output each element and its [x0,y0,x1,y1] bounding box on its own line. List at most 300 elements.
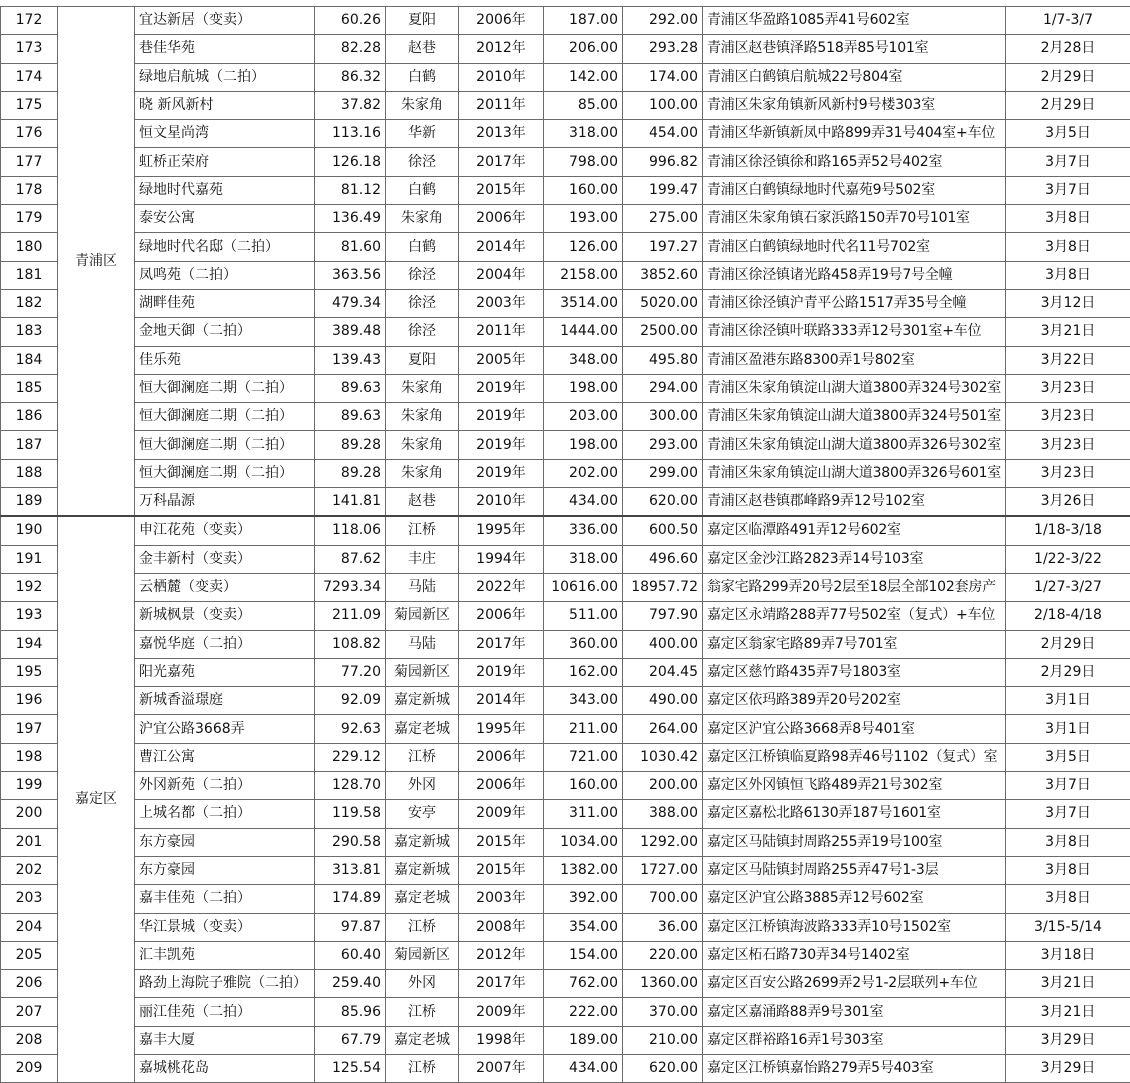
build-year-cell: 1994年 [459,545,544,573]
table-row [1,148,1130,176]
build-year-cell: 2019年 [459,431,544,459]
table-row [1,545,1130,573]
starting-price-cell: 1444.00 [544,318,623,346]
row-index-cell: 209 [1,1054,58,1082]
property-name-cell: 嘉悦华庭（二拍） [135,630,315,658]
area-cell: 118.06 [315,516,386,545]
property-name-cell: 恒大御澜庭二期（二拍） [135,431,315,459]
area-cell: 77.20 [315,658,386,686]
table-row [1,205,1130,233]
assessed-price-cell: 454.00 [623,120,703,148]
address-cell: 青浦区朱家角镇石家浜路150弄70号101室 [703,205,1006,233]
town-cell: 江桥 [386,516,459,545]
row-index-cell: 206 [1,970,58,998]
row-index-cell: 182 [1,289,58,317]
row-index-cell: 207 [1,998,58,1026]
property-name-cell: 湖畔佳苑 [135,289,315,317]
address-cell: 青浦区赵巷镇泽路518弄85号101室 [703,35,1006,63]
table-row [1,715,1130,743]
table-row [1,772,1130,800]
property-name-cell: 佳乐苑 [135,346,315,374]
area-cell: 290.58 [315,828,386,856]
address-cell: 嘉定区金沙江路2823弄14号103室 [703,545,1006,573]
address-cell: 嘉定区江桥镇海波路333弄10号1502室 [703,913,1006,941]
address-cell: 嘉定区慈竹路435弄7号1803室 [703,658,1006,686]
row-index-cell: 199 [1,772,58,800]
assessed-price-cell: 996.82 [623,148,703,176]
town-cell: 徐泾 [386,148,459,176]
town-cell: 嘉定新城 [386,856,459,884]
assessed-price-cell: 293.00 [623,431,703,459]
address-cell: 青浦区徐泾镇沪青平公路1517弄35号全幢 [703,289,1006,317]
build-year-cell: 2006年 [459,602,544,630]
starting-price-cell: 189.00 [544,1026,623,1054]
town-cell: 马陆 [386,573,459,601]
starting-price-cell: 203.00 [544,403,623,431]
district-cell: 嘉定区 [58,516,135,1082]
assessed-price-cell: 299.00 [623,459,703,487]
auction-date-cell: 3月8日 [1006,885,1130,913]
row-index-cell: 192 [1,573,58,601]
auction-date-cell: 3月12日 [1006,289,1130,317]
address-cell: 青浦区徐泾镇诸光路458弄19号7号全幢 [703,261,1006,289]
row-index-cell: 183 [1,318,58,346]
build-year-cell: 2019年 [459,403,544,431]
table-row [1,374,1130,402]
area-cell: 108.82 [315,630,386,658]
row-index-cell: 172 [1,7,58,35]
property-name-cell: 绿地时代名邸（二拍） [135,233,315,261]
assessed-price-cell: 3852.60 [623,261,703,289]
auction-date-cell: 3月26日 [1006,488,1130,517]
address-cell: 嘉定区百安公路2699弄2号1-2层联列+车位 [703,970,1006,998]
town-cell: 朱家角 [386,374,459,402]
build-year-cell: 2006年 [459,7,544,35]
row-index-cell: 208 [1,1026,58,1054]
assessed-price-cell: 2500.00 [623,318,703,346]
build-year-cell: 2014年 [459,233,544,261]
table-row [1,176,1130,204]
town-cell: 白鹤 [386,233,459,261]
starting-price-cell: 222.00 [544,998,623,1026]
property-name-cell: 曹江公寓 [135,743,315,771]
starting-price-cell: 198.00 [544,374,623,402]
table-row [1,289,1130,317]
town-cell: 江桥 [386,998,459,1026]
build-year-cell: 2017年 [459,970,544,998]
starting-price-cell: 1034.00 [544,828,623,856]
table-row [1,91,1130,119]
row-index-cell: 195 [1,658,58,686]
build-year-cell: 2019年 [459,374,544,402]
build-year-cell: 2011年 [459,318,544,346]
area-cell: 89.63 [315,403,386,431]
area-cell: 136.49 [315,205,386,233]
town-cell: 夏阳 [386,346,459,374]
property-name-cell: 上城名都（二拍） [135,800,315,828]
town-cell: 徐泾 [386,261,459,289]
row-index-cell: 188 [1,459,58,487]
property-name-cell: 嘉丰佳苑（二拍） [135,885,315,913]
table-row [1,7,1130,35]
address-cell: 青浦区赵巷镇郡峰路9弄12号102室 [703,488,1006,517]
property-name-cell: 东方豪园 [135,856,315,884]
town-cell: 嘉定老城 [386,885,459,913]
area-cell: 92.09 [315,687,386,715]
area-cell: 97.87 [315,913,386,941]
address-cell: 青浦区朱家角镇淀山湖大道3800弄326号601室 [703,459,1006,487]
assessed-price-cell: 1727.00 [623,856,703,884]
auction-date-cell: 2月28日 [1006,35,1130,63]
build-year-cell: 2022年 [459,573,544,601]
row-index-cell: 191 [1,545,58,573]
assessed-price-cell: 199.47 [623,176,703,204]
address-cell: 嘉定区沪宜公路3668弄8号401室 [703,715,1006,743]
row-index-cell: 175 [1,91,58,119]
address-cell: 嘉定区马陆镇封周路255弄19号100室 [703,828,1006,856]
starting-price-cell: 3514.00 [544,289,623,317]
town-cell: 江桥 [386,743,459,771]
table-row [1,602,1130,630]
area-cell: 89.28 [315,431,386,459]
table-row [1,233,1130,261]
property-name-cell: 恒文星尚湾 [135,120,315,148]
town-cell: 江桥 [386,1054,459,1082]
auction-date-cell: 3月8日 [1006,261,1130,289]
build-year-cell: 2009年 [459,998,544,1026]
area-cell: 119.58 [315,800,386,828]
property-name-cell: 金地天御（二拍） [135,318,315,346]
assessed-price-cell: 275.00 [623,205,703,233]
row-index-cell: 189 [1,488,58,517]
property-name-cell: 丽江佳苑（二拍） [135,998,315,1026]
auction-date-cell: 3月8日 [1006,828,1130,856]
property-name-cell: 金丰新村（变卖） [135,545,315,573]
area-cell: 89.63 [315,374,386,402]
auction-date-cell: 3月29日 [1006,1026,1130,1054]
assessed-price-cell: 220.00 [623,941,703,969]
assessed-price-cell: 200.00 [623,772,703,800]
address-cell: 青浦区华新镇新凤中路899弄31号404室+车位 [703,120,1006,148]
build-year-cell: 2015年 [459,176,544,204]
area-cell: 174.89 [315,885,386,913]
auction-date-cell: 3月23日 [1006,374,1130,402]
build-year-cell: 2015年 [459,828,544,856]
build-year-cell: 2009年 [459,800,544,828]
auction-date-cell: 3月1日 [1006,687,1130,715]
starting-price-cell: 343.00 [544,687,623,715]
town-cell: 外冈 [386,772,459,800]
build-year-cell: 2010年 [459,488,544,517]
build-year-cell: 2004年 [459,261,544,289]
table-row [1,913,1130,941]
property-name-cell: 外冈新苑（二拍） [135,772,315,800]
address-cell: 青浦区徐泾镇徐和路165弄52号402室 [703,148,1006,176]
assessed-price-cell: 5020.00 [623,289,703,317]
town-cell: 安亭 [386,800,459,828]
address-cell: 青浦区华盈路1085弄41号602室 [703,7,1006,35]
build-year-cell: 2006年 [459,772,544,800]
build-year-cell: 1995年 [459,715,544,743]
starting-price-cell: 160.00 [544,772,623,800]
town-cell: 徐泾 [386,289,459,317]
row-index-cell: 203 [1,885,58,913]
auction-date-cell: 3月7日 [1006,148,1130,176]
address-cell: 嘉定区依玛路389弄20号202室 [703,687,1006,715]
starting-price-cell: 762.00 [544,970,623,998]
row-index-cell: 181 [1,261,58,289]
district-cell: 青浦区 [58,7,135,517]
build-year-cell: 1995年 [459,516,544,545]
starting-price-cell: 211.00 [544,715,623,743]
row-index-cell: 187 [1,431,58,459]
address-cell: 嘉定区翁家宅路89弄7号701室 [703,630,1006,658]
area-cell: 81.12 [315,176,386,204]
town-cell: 嘉定老城 [386,715,459,743]
starting-price-cell: 721.00 [544,743,623,771]
assessed-price-cell: 1292.00 [623,828,703,856]
assessed-price-cell: 388.00 [623,800,703,828]
row-index-cell: 204 [1,913,58,941]
assessed-price-cell: 18957.72 [623,573,703,601]
assessed-price-cell: 36.00 [623,913,703,941]
row-index-cell: 193 [1,602,58,630]
property-name-cell: 巷佳华苑 [135,35,315,63]
starting-price-cell: 318.00 [544,120,623,148]
area-cell: 37.82 [315,91,386,119]
starting-price-cell: 85.00 [544,91,623,119]
auction-date-cell: 3月21日 [1006,970,1130,998]
property-name-cell: 阳光嘉苑 [135,658,315,686]
assessed-price-cell: 1030.42 [623,743,703,771]
property-name-cell: 汇丰凯苑 [135,941,315,969]
table-row [1,318,1130,346]
build-year-cell: 2006年 [459,205,544,233]
build-year-cell: 2003年 [459,289,544,317]
address-cell: 青浦区朱家角镇淀山湖大道3800弄326号302室 [703,431,1006,459]
table-row [1,800,1130,828]
build-year-cell: 2017年 [459,630,544,658]
area-cell: 389.48 [315,318,386,346]
auction-date-cell: 3月5日 [1006,743,1130,771]
area-cell: 81.60 [315,233,386,261]
auction-date-cell: 3月21日 [1006,318,1130,346]
area-cell: 89.28 [315,459,386,487]
table-row [1,431,1130,459]
address-cell: 翁家宅路299弄20号2层至18层全部102套房产 [703,573,1006,601]
town-cell: 夏阳 [386,7,459,35]
area-cell: 125.54 [315,1054,386,1082]
town-cell: 丰庄 [386,545,459,573]
address-cell: 青浦区白鹤镇绿地时代嘉苑9号502室 [703,176,1006,204]
assessed-price-cell: 174.00 [623,63,703,91]
assessed-price-cell: 1360.00 [623,970,703,998]
assessed-price-cell: 496.60 [623,545,703,573]
area-cell: 139.43 [315,346,386,374]
property-name-cell: 宜达新居（变卖） [135,7,315,35]
starting-price-cell: 2158.00 [544,261,623,289]
row-index-cell: 201 [1,828,58,856]
table-row [1,1026,1130,1054]
starting-price-cell: 10616.00 [544,573,623,601]
starting-price-cell: 187.00 [544,7,623,35]
auction-date-cell: 2月29日 [1006,63,1130,91]
starting-price-cell: 198.00 [544,431,623,459]
auction-date-cell: 3月7日 [1006,800,1130,828]
build-year-cell: 2013年 [459,120,544,148]
build-year-cell: 1998年 [459,1026,544,1054]
build-year-cell: 2019年 [459,459,544,487]
auction-date-cell: 3月21日 [1006,998,1130,1026]
property-name-cell: 泰安公寓 [135,205,315,233]
area-cell: 67.79 [315,1026,386,1054]
starting-price-cell: 126.00 [544,233,623,261]
row-index-cell: 194 [1,630,58,658]
area-cell: 92.63 [315,715,386,743]
town-cell: 嘉定新城 [386,828,459,856]
auction-date-cell: 3月8日 [1006,233,1130,261]
table-row [1,743,1130,771]
auction-date-cell: 2/18-4/18 [1006,602,1130,630]
address-cell: 青浦区盈港东路8300弄1号802室 [703,346,1006,374]
town-cell: 白鹤 [386,63,459,91]
town-cell: 外冈 [386,970,459,998]
row-index-cell: 176 [1,120,58,148]
table-row [1,573,1130,601]
area-cell: 113.16 [315,120,386,148]
area-cell: 313.81 [315,856,386,884]
town-cell: 嘉定老城 [386,1026,459,1054]
address-cell: 嘉定区嘉松北路6130弄187号1601室 [703,800,1006,828]
table-row [1,885,1130,913]
starting-price-cell: 311.00 [544,800,623,828]
auction-date-cell: 3月1日 [1006,715,1130,743]
auction-listing-table [0,6,1130,1083]
starting-price-cell: 202.00 [544,459,623,487]
assessed-price-cell: 293.28 [623,35,703,63]
starting-price-cell: 193.00 [544,205,623,233]
row-index-cell: 179 [1,205,58,233]
town-cell: 朱家角 [386,459,459,487]
address-cell: 嘉定区江桥镇嘉怡路279弄5号403室 [703,1054,1006,1082]
row-index-cell: 205 [1,941,58,969]
area-cell: 87.62 [315,545,386,573]
auction-date-cell: 3/15-5/14 [1006,913,1130,941]
auction-date-cell: 3月7日 [1006,176,1130,204]
property-name-cell: 恒大御澜庭二期（二拍） [135,459,315,487]
area-cell: 82.28 [315,35,386,63]
area-cell: 229.12 [315,743,386,771]
auction-date-cell: 3月18日 [1006,941,1130,969]
assessed-price-cell: 700.00 [623,885,703,913]
auction-date-cell: 3月23日 [1006,431,1130,459]
auction-date-cell: 3月5日 [1006,120,1130,148]
town-cell: 朱家角 [386,431,459,459]
assessed-price-cell: 300.00 [623,403,703,431]
address-cell: 嘉定区江桥镇临夏路98弄46号1102（复式）室 [703,743,1006,771]
table-row [1,687,1130,715]
address-cell: 青浦区白鹤镇绿地时代名11号702室 [703,233,1006,261]
table-row [1,941,1130,969]
starting-price-cell: 160.00 [544,176,623,204]
assessed-price-cell: 797.90 [623,602,703,630]
area-cell: 126.18 [315,148,386,176]
build-year-cell: 2005年 [459,346,544,374]
address-cell: 嘉定区外冈镇恒飞路489弄21号302室 [703,772,1006,800]
property-name-cell: 路劲上海院子雅院（二拍） [135,970,315,998]
property-name-cell: 沪宜公路3668弄 [135,715,315,743]
row-index-cell: 197 [1,715,58,743]
table-row [1,403,1130,431]
build-year-cell: 2007年 [459,1054,544,1082]
starting-price-cell: 392.00 [544,885,623,913]
address-cell: 嘉定区柘石路730弄34号1402室 [703,941,1006,969]
auction-date-cell: 1/18-3/18 [1006,516,1130,545]
assessed-price-cell: 620.00 [623,488,703,517]
property-name-cell: 华江景城（变卖） [135,913,315,941]
table-row [1,998,1130,1026]
starting-price-cell: 318.00 [544,545,623,573]
assessed-price-cell: 490.00 [623,687,703,715]
auction-date-cell: 3月29日 [1006,1054,1130,1082]
property-name-cell: 万科晶源 [135,488,315,517]
starting-price-cell: 798.00 [544,148,623,176]
town-cell: 白鹤 [386,176,459,204]
starting-price-cell: 336.00 [544,516,623,545]
town-cell: 华新 [386,120,459,148]
row-index-cell: 184 [1,346,58,374]
row-index-cell: 174 [1,63,58,91]
auction-date-cell: 1/22-3/22 [1006,545,1130,573]
area-cell: 85.96 [315,998,386,1026]
build-year-cell: 2019年 [459,658,544,686]
table-row [1,35,1130,63]
address-cell: 青浦区朱家角镇淀山湖大道3800弄324号501室 [703,403,1006,431]
starting-price-cell: 1382.00 [544,856,623,884]
area-cell: 128.70 [315,772,386,800]
table-row [1,516,1130,545]
table-body [1,7,1130,1083]
assessed-price-cell: 620.00 [623,1054,703,1082]
starting-price-cell: 360.00 [544,630,623,658]
auction-date-cell: 3月23日 [1006,459,1130,487]
town-cell: 赵巷 [386,35,459,63]
assessed-price-cell: 197.27 [623,233,703,261]
table-row [1,970,1130,998]
assessed-price-cell: 264.00 [623,715,703,743]
row-index-cell: 185 [1,374,58,402]
property-name-cell: 凤鸣苑（二拍） [135,261,315,289]
row-index-cell: 196 [1,687,58,715]
assessed-price-cell: 294.00 [623,374,703,402]
town-cell: 朱家角 [386,403,459,431]
property-name-cell: 恒大御澜庭二期（二拍） [135,403,315,431]
area-cell: 479.34 [315,289,386,317]
auction-date-cell: 2月29日 [1006,658,1130,686]
build-year-cell: 2012年 [459,35,544,63]
row-index-cell: 177 [1,148,58,176]
starting-price-cell: 434.00 [544,1054,623,1082]
starting-price-cell: 354.00 [544,913,623,941]
starting-price-cell: 434.00 [544,488,623,517]
property-name-cell: 虹桥正荣府 [135,148,315,176]
row-index-cell: 202 [1,856,58,884]
row-index-cell: 180 [1,233,58,261]
address-cell: 青浦区朱家角镇新风新村9号楼303室 [703,91,1006,119]
auction-date-cell: 3月23日 [1006,403,1130,431]
address-cell: 青浦区徐泾镇叶联路333弄12号301室+车位 [703,318,1006,346]
address-cell: 嘉定区永靖路288弄77号502室（复式）+车位 [703,602,1006,630]
